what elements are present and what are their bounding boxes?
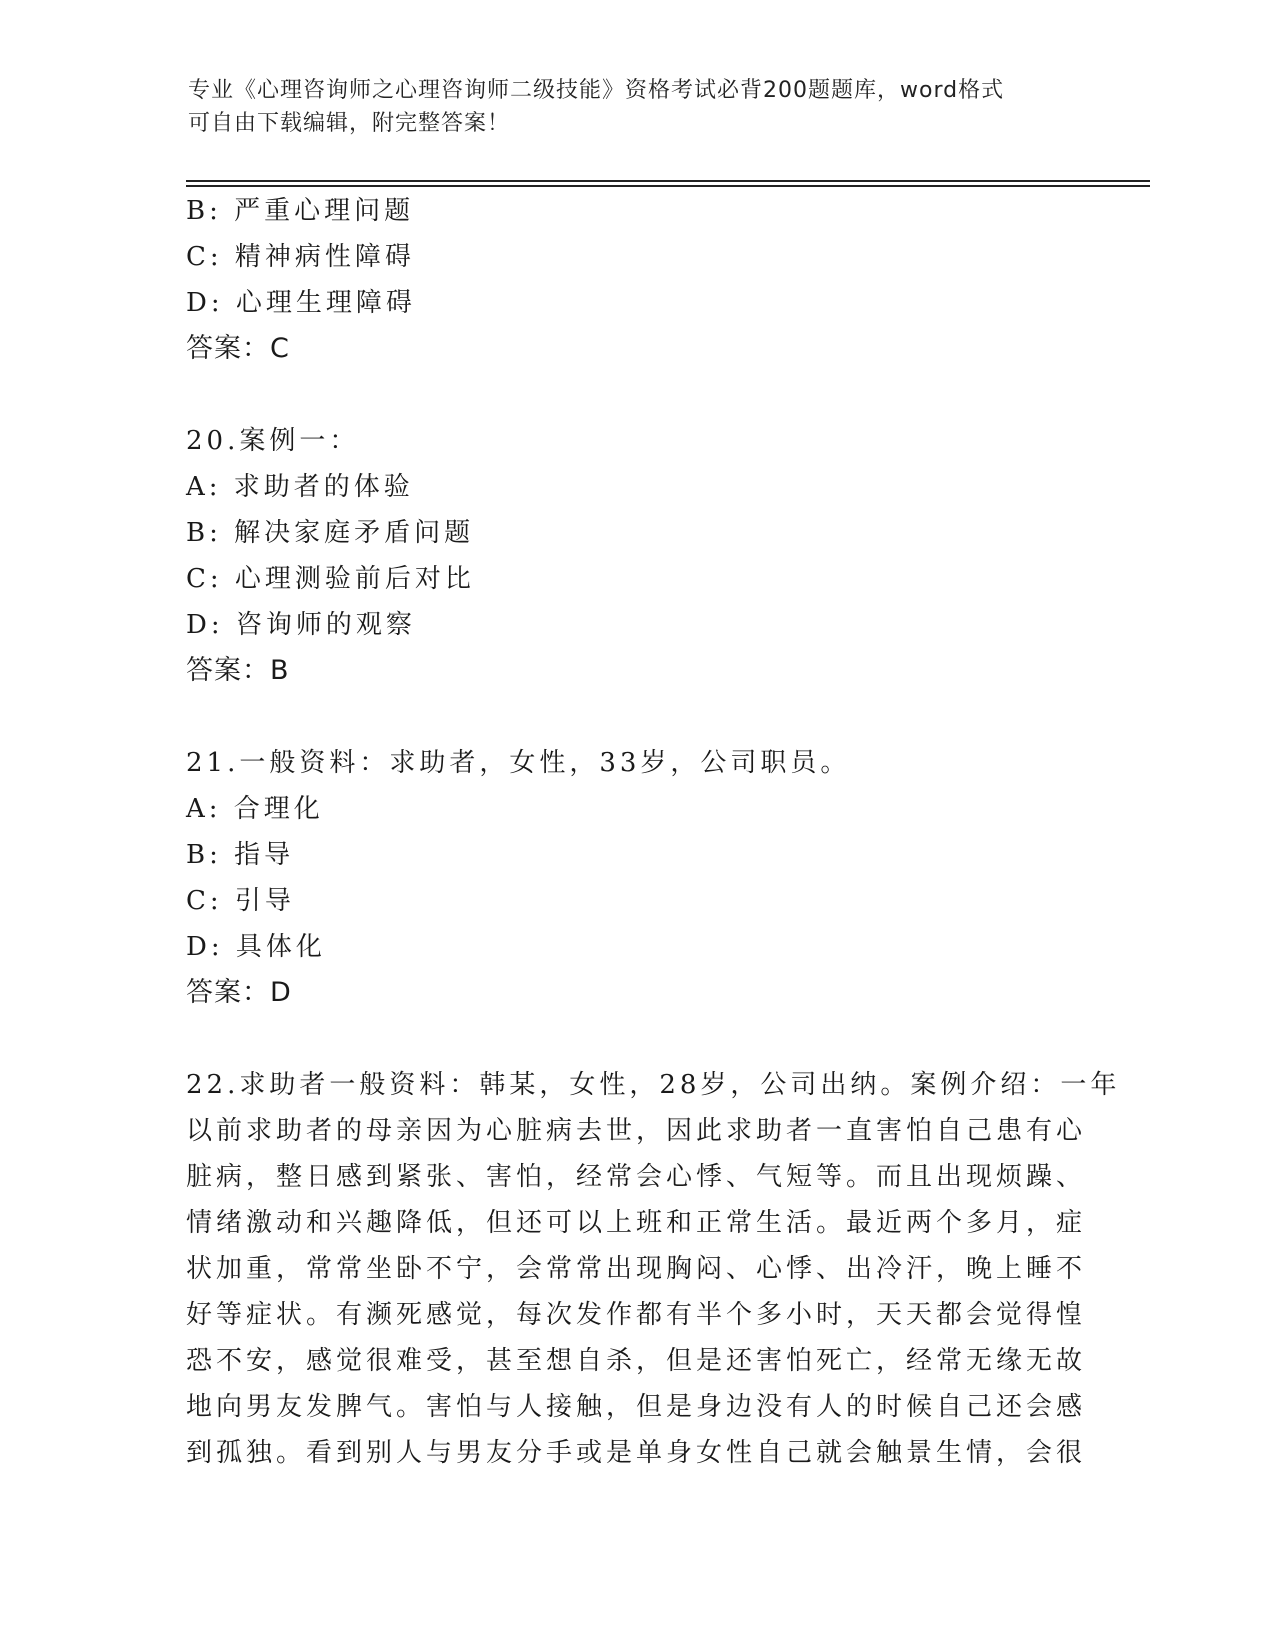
header-line-1: 专业《心理咨询师之心理咨询师二级技能》资格考试必背200题题库，word格式 (188, 78, 1005, 103)
question-19-continued (186, 188, 1086, 372)
answer: 答案：C (186, 333, 290, 364)
paragraph-line: 地向男友发脾气。害怕与人接触，但是身边没有人的时候自己还会感 (186, 1392, 1087, 1422)
option-b: B: 指导 (186, 840, 295, 870)
option-a: A: 求助者的体验 (186, 472, 414, 502)
question-21 (186, 740, 1086, 1016)
paragraph-line: 脏病，整日感到紧张、害怕，经常会心悸、气短等。而且出现烦躁、 (186, 1162, 1087, 1192)
answer: 答案：D (186, 977, 292, 1008)
question-20 (186, 418, 1086, 694)
header-divider-top (186, 180, 1150, 182)
option-d: D: 具体化 (186, 932, 326, 962)
option-c: C: 心理测验前后对比 (186, 564, 475, 594)
header-line-2: 可自由下载编辑，附完整答案！ (188, 111, 511, 136)
document-body (186, 188, 1121, 1476)
spacer (186, 1016, 1086, 1062)
document-header (188, 74, 1088, 140)
question-stem: 20.案例一： (186, 426, 360, 456)
paragraph-line: 以前求助者的母亲因为心脏病去世，因此求助者一直害怕自己患有心 (186, 1116, 1087, 1146)
paragraph-line: 22.求助者一般资料：韩某，女性，28岁，公司出纳。案例介绍：一年 (186, 1070, 1121, 1100)
spacer (186, 694, 1086, 740)
header-divider-bottom (186, 185, 1150, 187)
paragraph-line: 状加重，常常坐卧不宁，会常常出现胸闷、心悸、出冷汗，晚上睡不 (186, 1254, 1087, 1284)
option-c: C: 引导 (186, 886, 295, 916)
question-22 (186, 1062, 1121, 1476)
paragraph-line: 恐不安，感觉很难受，甚至想自杀，但是还害怕死亡，经常无缘无故 (186, 1346, 1087, 1376)
paragraph-line: 情绪激动和兴趣降低，但还可以上班和正常生活。最近两个多月，症 (186, 1208, 1087, 1238)
answer: 答案：B (186, 655, 290, 686)
option-d: D: 心理生理障碍 (186, 288, 416, 318)
option-b: B: 解决家庭矛盾问题 (186, 518, 475, 548)
paragraph-line: 到孤独。看到别人与男友分手或是单身女性自己就会触景生情，会很 (186, 1438, 1087, 1468)
question-stem: 21.一般资料：求助者，女性，33岁，公司职员。 (186, 748, 851, 778)
option-d: D: 咨询师的观察 (186, 610, 416, 640)
option-a: A: 合理化 (186, 794, 324, 824)
paragraph-line: 好等症状。有濒死感觉，每次发作都有半个多小时，天天都会觉得惶 (186, 1300, 1087, 1330)
option-c: C: 精神病性障碍 (186, 242, 415, 272)
spacer (186, 372, 1086, 418)
option-b: B: 严重心理问题 (186, 196, 415, 226)
